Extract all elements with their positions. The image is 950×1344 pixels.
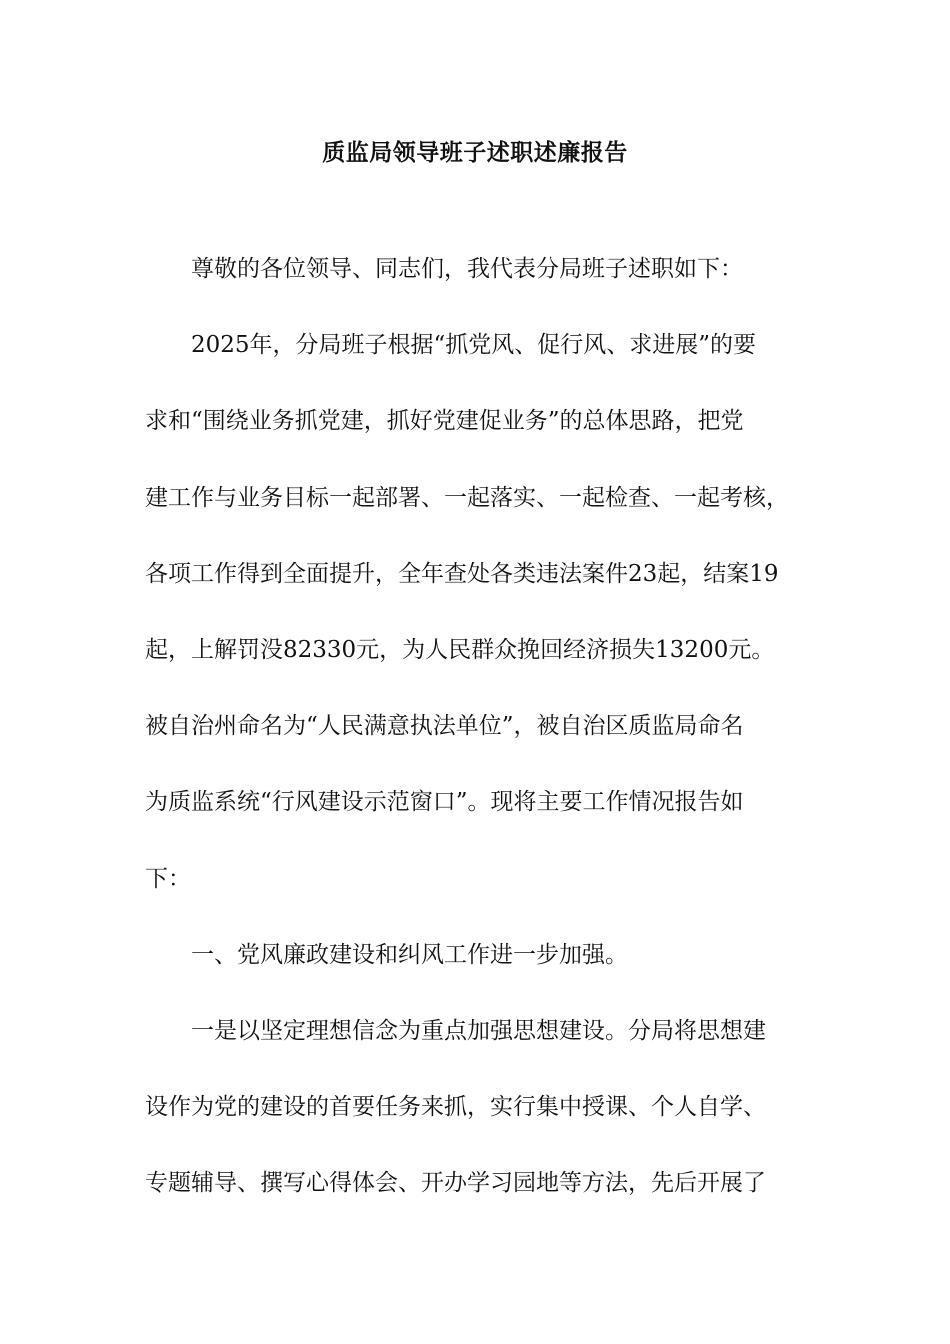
paragraph-line: 尊敬的各位领导、同志们，我代表分局班子述职如下： [191,256,743,282]
paragraph-line: 为质监系统“行风建设示范窗口”。现将主要工作情况报告如 [145,789,744,816]
paragraph-line: 设作为党的建设的首要任务来抓，实行集中授课、个人自学、 [145,1094,766,1121]
paragraph-line: 建工作与业务目标一起部署、一起落实、一起检查、一起考核， [145,484,789,511]
paragraph-line: 一是以坚定理想信念为重点加强思想建设。分局将思想建 [191,1017,766,1044]
paragraph-line: 各项工作得到全面提升，全年查处各类违法案件23起，结案19 [145,560,779,587]
document-title: 质监局领导班子述职述廉报告 [322,139,628,166]
paragraph-line: 被自治州命名为“人民满意执法单位”，被自治区质监局命名 [145,713,744,740]
section-heading: 一、党风廉政建设和纠风工作进一步加强。 [191,941,628,968]
paragraph-line: 2025年，分局班子根据“抓党风、促行风、求进展”的要 [191,332,757,359]
paragraph-line: 起，上解罚没82330元，为人民群众挽回经济损失13200元。 [145,636,775,663]
paragraph-line: 下： [145,865,191,892]
paragraph-line: 专题辅导、撰写心得体会、开办学习园地等方法，先后开展了 [145,1170,766,1197]
document-body [145,231,825,1221]
paragraph-line: 求和“围绕业务抓党建，抓好党建促业务”的总体思路，把党 [145,408,744,435]
